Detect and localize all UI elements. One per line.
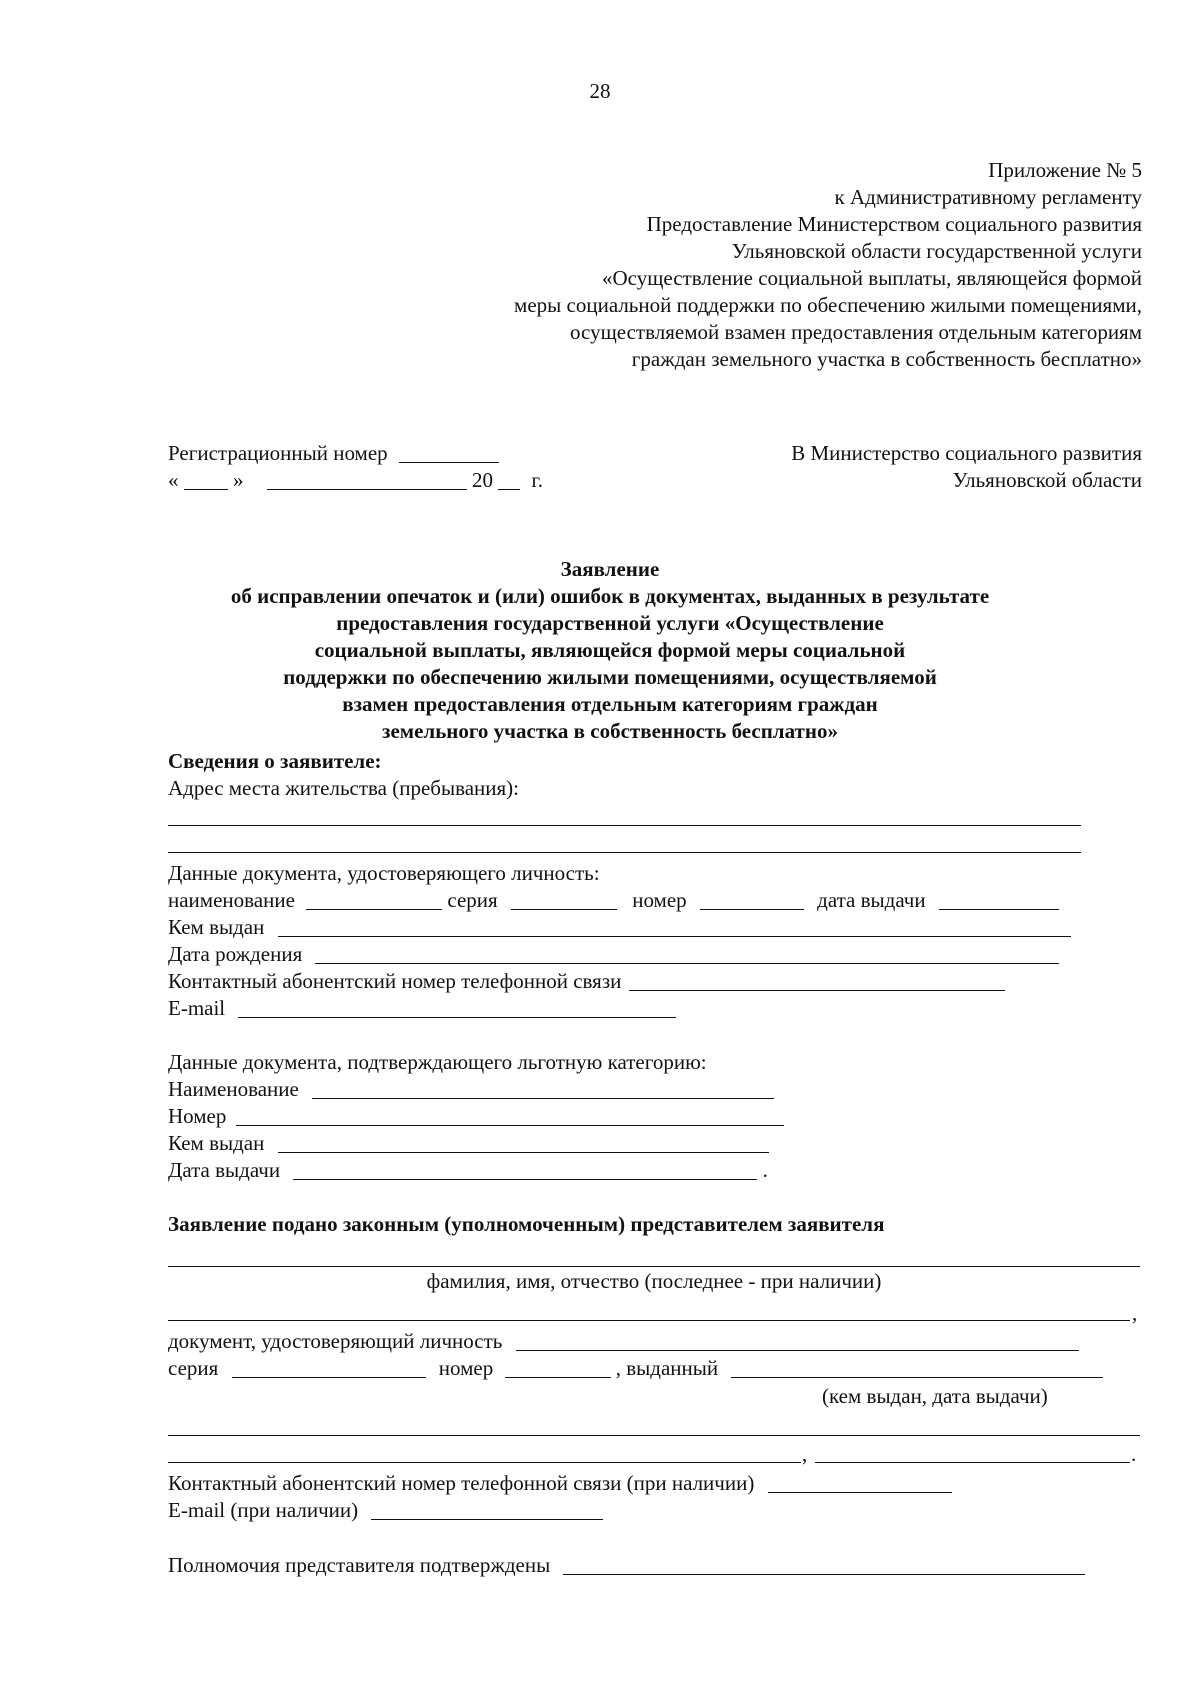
rep-number-field[interactable] xyxy=(505,1357,611,1378)
id-doc-number-field[interactable] xyxy=(700,889,804,910)
benefit-issue-date-field[interactable] xyxy=(293,1159,757,1180)
email-field[interactable] xyxy=(238,997,676,1018)
title-line: земельного участка в собственность бесплатно» xyxy=(382,719,838,743)
appendix-line: «Осуществление социальной выплаты, являющейся формой xyxy=(601,266,1142,290)
rep-series-field[interactable] xyxy=(232,1357,426,1378)
rep-email-label: E-mail (при наличии) xyxy=(168,1498,359,1522)
appendix-line: осуществляемой взамен предоставления отдельным категориям xyxy=(570,320,1142,344)
registration-date-row xyxy=(168,467,543,494)
registration-month-field[interactable] xyxy=(267,469,467,490)
address-field-line-1[interactable] xyxy=(168,825,1081,826)
benefit-issued-by-label: Кем выдан xyxy=(168,1131,265,1155)
id-doc-name-label: наименование xyxy=(168,888,295,912)
address-label: Адрес места жительства (пребывания): xyxy=(168,776,520,800)
appendix-block xyxy=(242,157,1142,373)
benefit-number-field[interactable] xyxy=(236,1105,784,1126)
id-doc-series-field[interactable] xyxy=(511,889,617,910)
rep-phone-field[interactable] xyxy=(768,1472,952,1493)
title-line: об исправлении опечаток и (или) ошибок в документах, выданных в результате xyxy=(230,584,990,608)
year-prefix: 20 xyxy=(472,468,493,492)
appendix-line: Ульяновской области государственной услуги xyxy=(731,239,1142,263)
benefit-issued-by-field[interactable] xyxy=(278,1132,769,1153)
appendix-line: граждан земельного участка в собственность бесплатно» xyxy=(631,347,1142,371)
rep-email-field[interactable] xyxy=(371,1499,603,1520)
birth-date-field[interactable] xyxy=(315,943,1059,964)
rep-phone-row xyxy=(168,1470,952,1497)
rep-issued-field[interactable] xyxy=(731,1357,1103,1378)
rep-id-doc-row xyxy=(168,1328,1079,1355)
rep-phone-label: Контактный абонентский номер телефонной связи (при наличии) xyxy=(168,1471,755,1495)
registration-year-field[interactable] xyxy=(498,469,520,490)
rep-extra-line-2b[interactable] xyxy=(815,1462,1130,1463)
rep-id-doc-label: документ, удостоверяющий личность xyxy=(168,1329,503,1353)
benefit-issued-by-row xyxy=(168,1130,769,1157)
address-field-line-2[interactable] xyxy=(168,852,1081,853)
appendix-line: меры социальной поддержки по обеспечению жилыми помещениями, xyxy=(514,293,1142,317)
rep-number-label: номер xyxy=(438,1356,494,1380)
title-line: Заявление xyxy=(560,557,660,581)
rep-extra-period: . xyxy=(1131,1442,1137,1466)
rep-series-label: серия xyxy=(168,1356,219,1380)
benefit-number-row xyxy=(168,1103,784,1130)
rep-series-row xyxy=(168,1355,1103,1382)
title-line: поддержки по обеспечению жилыми помещениями, осуществляемой xyxy=(283,665,937,689)
representative-fio-field[interactable] xyxy=(168,1266,1140,1267)
fio-comma: , xyxy=(1132,1301,1138,1325)
registration-day-field[interactable] xyxy=(184,469,228,490)
close-quote: » xyxy=(233,468,244,492)
id-doc-number-label: номер xyxy=(632,888,687,912)
phone-row xyxy=(168,968,1005,995)
benefit-name-label: Наименование xyxy=(168,1077,299,1101)
applicant-heading: Сведения о заявителе: xyxy=(168,749,382,773)
benefit-name-field[interactable] xyxy=(312,1078,774,1099)
id-doc-issue-date-label: дата выдачи xyxy=(817,888,926,912)
registration-number-field[interactable] xyxy=(399,442,499,463)
title-line: взамен предоставления отдельным категориям граждан xyxy=(342,692,878,716)
benefit-end-mark: . xyxy=(762,1158,768,1182)
rep-authority-label: Полномочия представителя подтверждены xyxy=(168,1553,551,1577)
rep-extra-line-2a[interactable] xyxy=(168,1462,801,1463)
appendix-line: Приложение № 5 xyxy=(988,158,1142,182)
representative-heading: Заявление подано законным (уполномоченным) представителем заявителя xyxy=(168,1212,885,1236)
birth-date-row xyxy=(168,941,1059,968)
phone-label: Контактный абонентский номер телефонной связи xyxy=(168,969,622,993)
phone-field[interactable] xyxy=(629,970,1005,991)
benefit-doc-heading: Данные документа, подтверждающего льготную категорию: xyxy=(168,1050,707,1074)
appendix-line: Предоставление Министерством социального развития xyxy=(646,212,1142,236)
representative-fio-field-2[interactable] xyxy=(168,1320,1130,1321)
id-doc-issue-date-field[interactable] xyxy=(939,889,1059,910)
fio-caption: фамилия, имя, отчество (последнее - при наличии) xyxy=(426,1269,882,1293)
open-quote: « xyxy=(168,468,179,492)
document-title xyxy=(110,556,1110,745)
email-row xyxy=(168,995,676,1022)
rep-authority-row xyxy=(168,1552,1085,1579)
title-line: предоставления государственной услуги «Осуществление xyxy=(336,611,884,635)
registration-number-label: Регистрационный номер xyxy=(168,441,388,465)
id-doc-label: Данные документа, удостоверяющего личность: xyxy=(168,861,600,885)
addressee-line: Ульяновской области xyxy=(952,468,1142,492)
issued-by-field[interactable] xyxy=(278,916,1071,937)
benefit-name-row xyxy=(168,1076,774,1103)
benefit-issue-date-label: Дата выдачи xyxy=(168,1158,281,1182)
rep-issued-caption: (кем выдан, дата выдачи) xyxy=(822,1384,1048,1408)
title-line: социальной выплаты, являющейся формой меры социальной xyxy=(314,638,906,662)
issued-by-row xyxy=(168,914,1071,941)
page-number: 28 xyxy=(589,79,611,103)
rep-issued-label: , выданный xyxy=(615,1356,719,1380)
year-suffix: г. xyxy=(531,468,543,492)
birth-date-label: Дата рождения xyxy=(168,942,303,966)
rep-extra-comma: , xyxy=(802,1442,808,1466)
id-doc-series-label: серия xyxy=(447,888,498,912)
benefit-number-label: Номер xyxy=(168,1104,227,1128)
appendix-line: к Административному регламенту xyxy=(834,185,1142,209)
addressee-line: В Министерство социального развития xyxy=(791,441,1142,465)
id-doc-row xyxy=(168,887,1059,914)
id-doc-name-field[interactable] xyxy=(306,889,442,910)
registration-number-row xyxy=(168,440,499,467)
rep-id-doc-field[interactable] xyxy=(516,1330,1079,1351)
rep-extra-line-1[interactable] xyxy=(168,1435,1140,1436)
issued-by-label: Кем выдан xyxy=(168,915,265,939)
addressee-block xyxy=(622,440,1142,494)
email-label: E-mail xyxy=(168,996,226,1020)
rep-authority-field[interactable] xyxy=(563,1554,1085,1575)
benefit-issue-date-row xyxy=(168,1157,768,1184)
rep-email-row xyxy=(168,1497,603,1524)
